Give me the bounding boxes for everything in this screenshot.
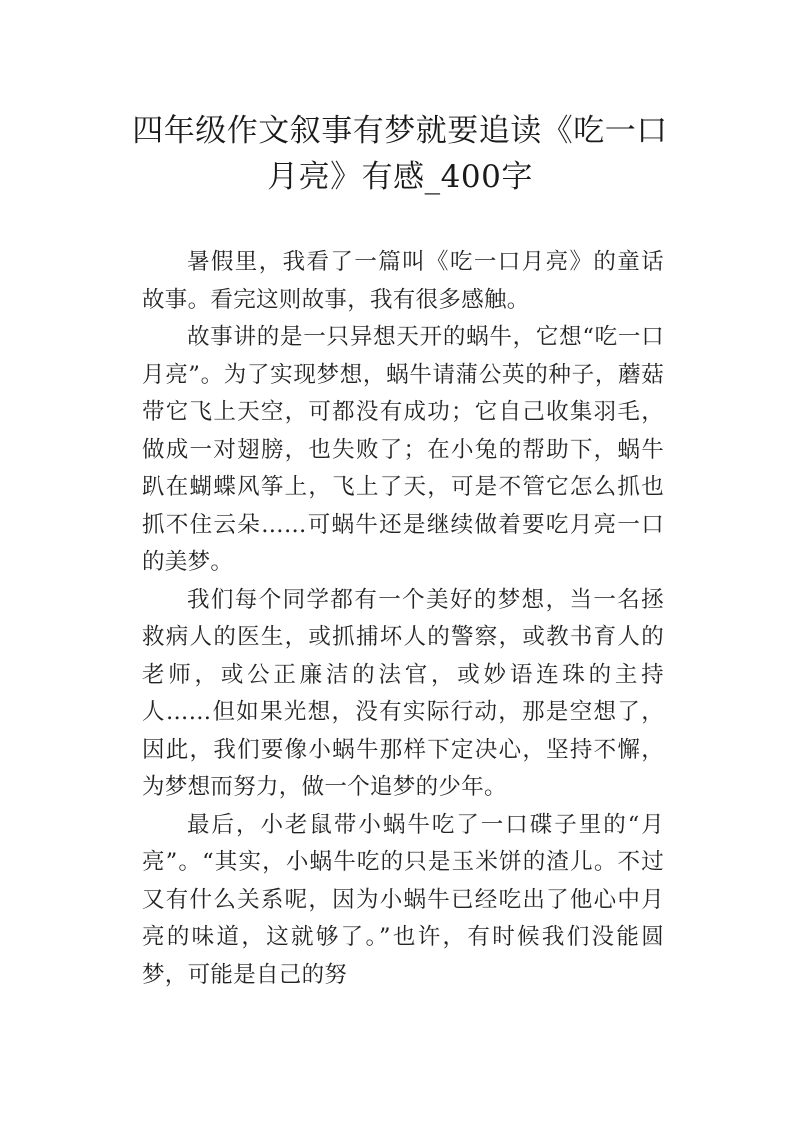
document-body — [142, 244, 664, 994]
paragraph-2: 故事讲的是一只异想天开的蜗牛，它想“吃一口月亮”。为了实现梦想，蜗牛请蒲公英的种子，蘑菇带它飞上天空，可都没有成功；它自己收集羽毛，做成一对翅膀，也失败了；在小兔的帮助下，蜗牛趴在蝴蝶风筝上，飞上了天，可是不管它怎么抓也抓不住云朵……可蜗牛还是继续做着要吃月亮一口的美梦。 — [142, 324, 664, 575]
document-title: 四年级作文叙事有梦就要追读《吃一口月亮》有感_400字 — [132, 113, 668, 195]
paragraph-1: 暑假里，我看了一篇叫《吃一口月亮》的童话故事。看完这则故事，我有很多感触。 — [142, 249, 664, 313]
paragraph-4: 最后，小老鼠带小蜗牛吃了一口碟子里的“月亮”。“其实，小蜗牛吃的只是玉米饼的渣儿。不过又有什么关系呢，因为小蜗牛已经吃出了他心中月亮的味道，这就够了。”也许，有时候我们没能圆梦，可能是自己的努 — [142, 811, 664, 988]
paragraph-3: 我们每个同学都有一个美好的梦想，当一名拯救病人的医生，或抓捕坏人的警察，或教书育人的老师，或公正廉洁的法官，或妙语连珠的主持人……但如果光想，没有实际行动，那是空想了，因此，我们要像小蜗牛那样下定决心，坚持不懈，为梦想而努力，做一个追梦的少年。 — [142, 586, 664, 800]
